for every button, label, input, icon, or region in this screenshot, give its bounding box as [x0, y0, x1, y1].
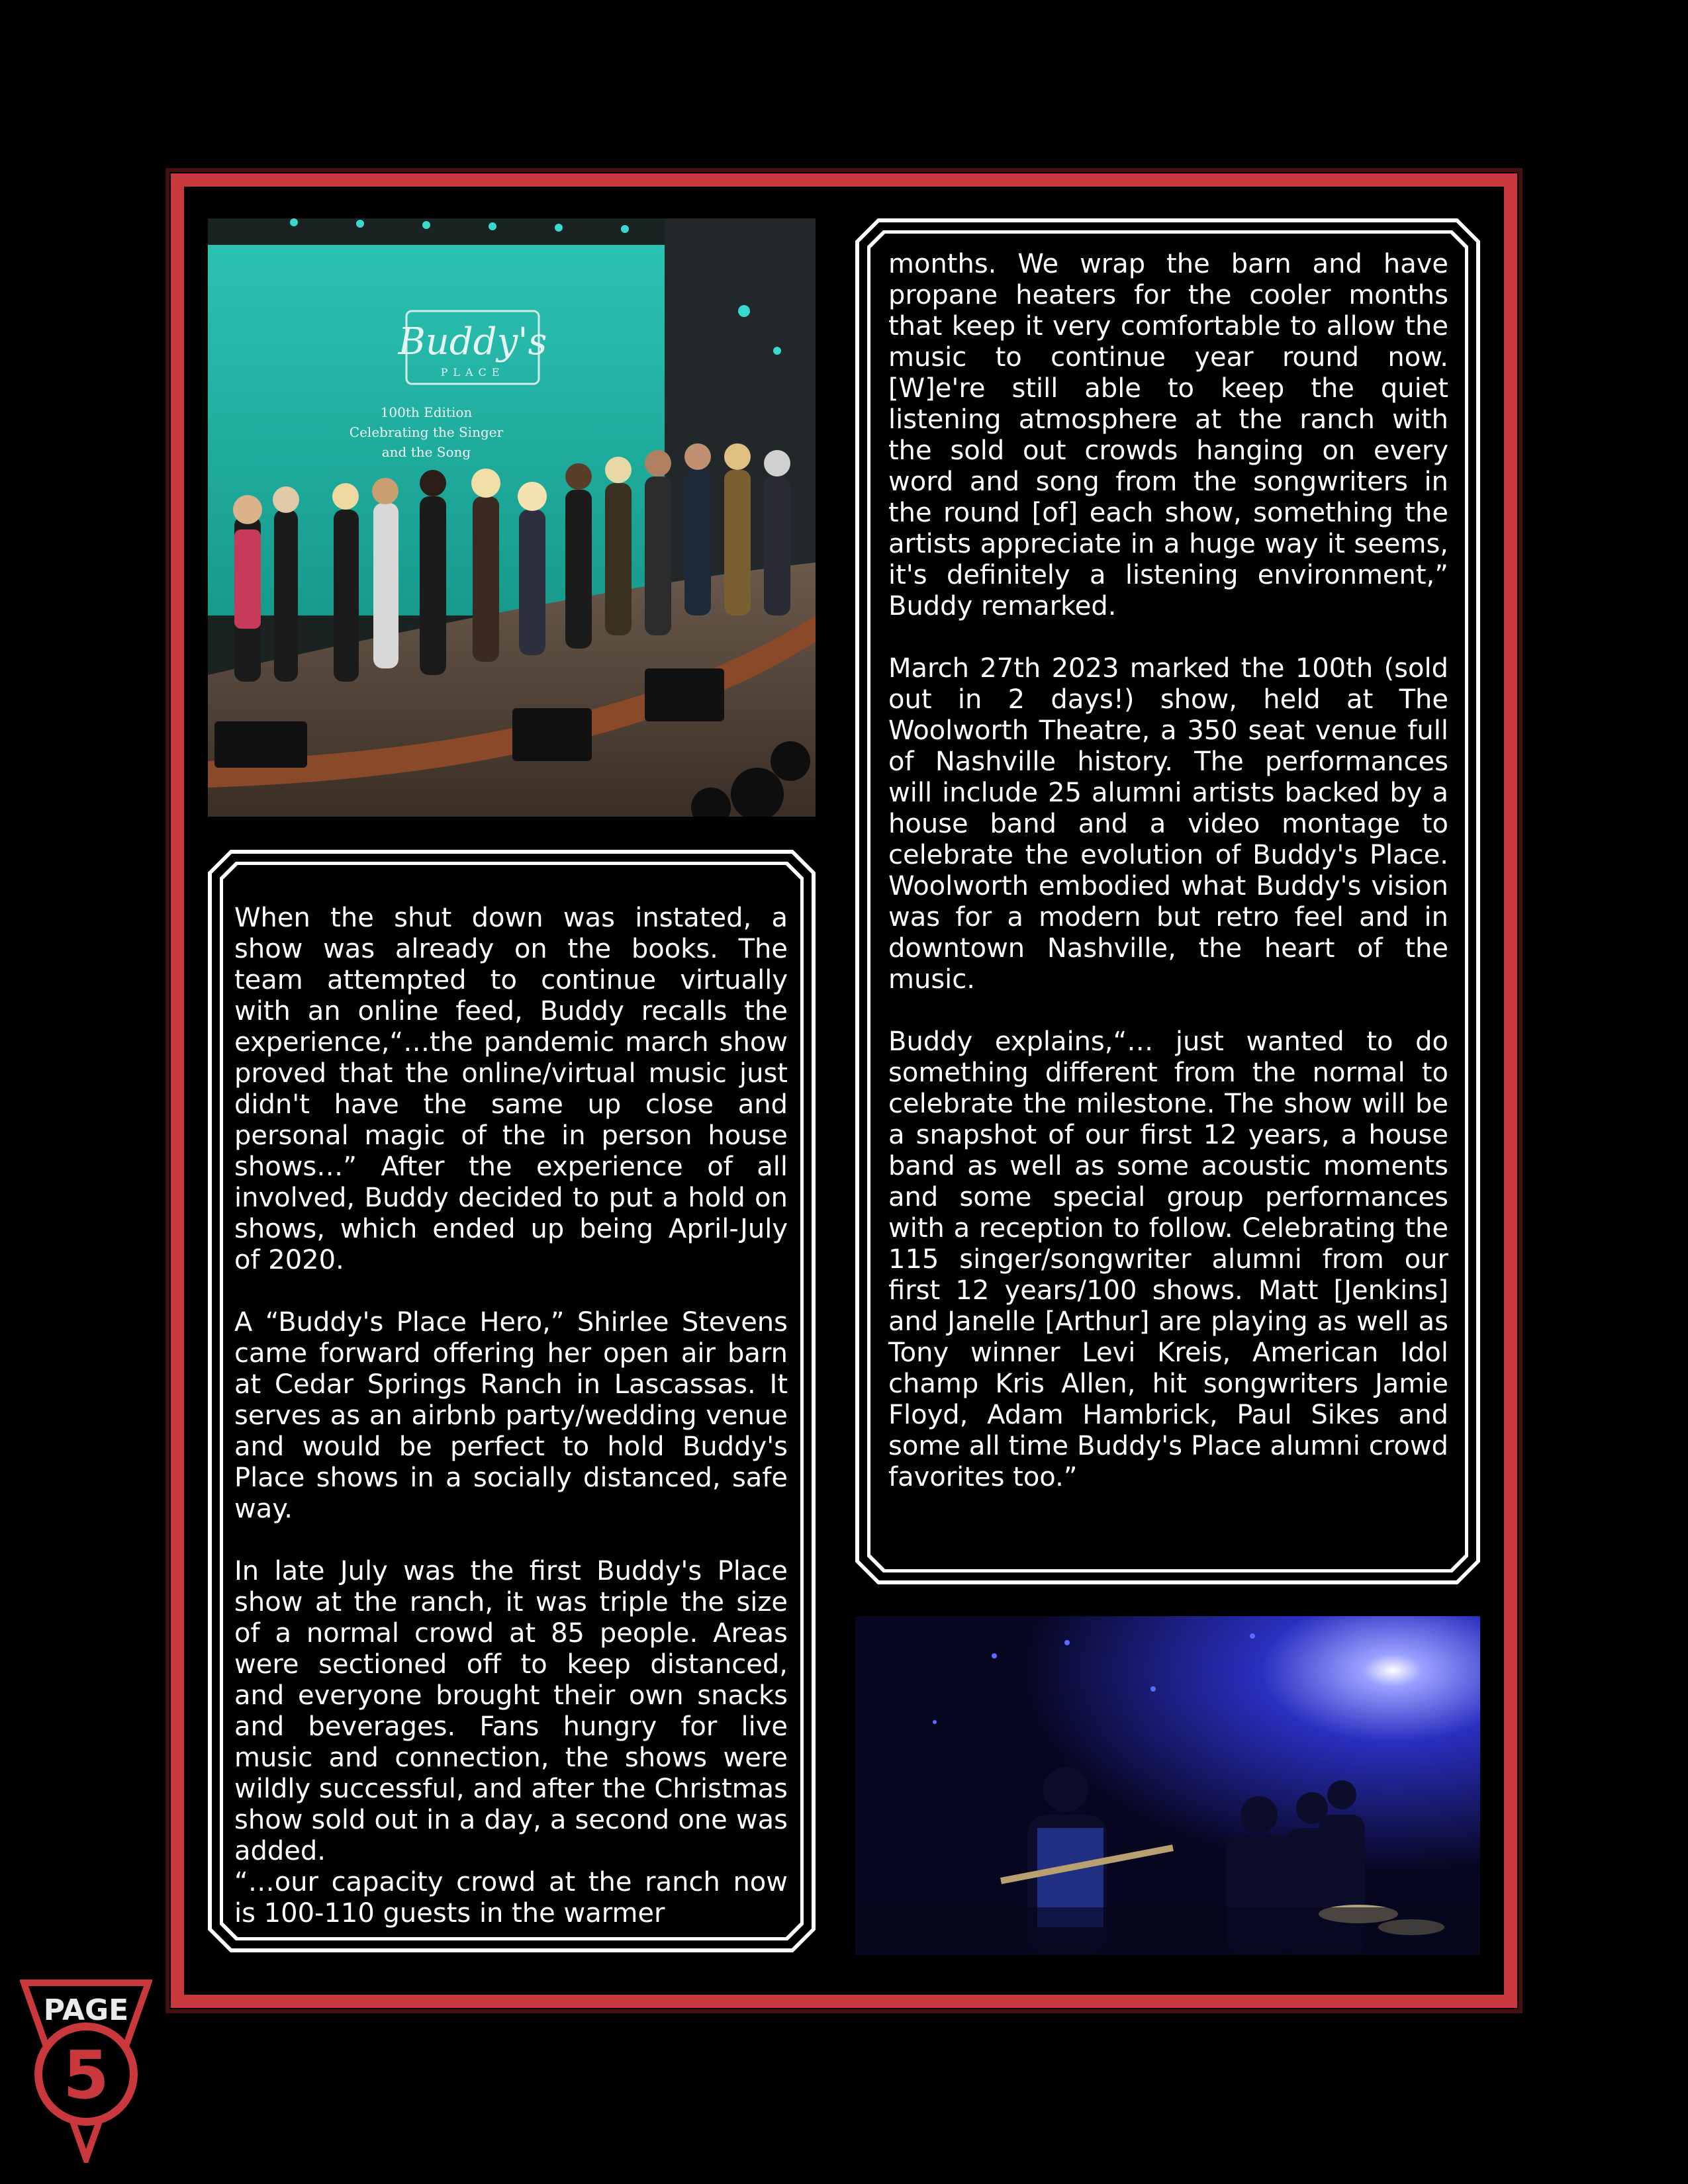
right-paragraph-3: Buddy explains,“… just wanted to do something different from the normal to celebrate the milestone. The show will be a snapshot of our first 12 years, a house band as well as some acoustic moments and some special group performances with a reception to follow. Celebrating the 115 singer/songwriter alumni from our first 12 years/100 shows. Matt [Jenkins] and Janelle [Arthur] are playing as well as Tony winner Levi Kreis, American Idol champ Kris Allen, hit songwriters Jamie Floyd, Adam Hambrick, Paul Sikes and some all time Buddy's Place alumni crowd favorites too.”: [888, 1026, 1448, 1492]
page-label: PAGE: [43, 1993, 129, 2027]
page-number-badge: [20, 1979, 152, 2163]
right-paragraph-1: months. We wrap the barn and have propane heaters for the cooler months that keep it very comfortable to allow the music to continue year round now. [W]e're still able to keep the quiet listening atmosphere at the ranch with the sold out crowds hanging on every word and song from the songwriters in the round [of] each show, something the artists appreciate in a huge way it seems, it's definitely a listening environment,” Buddy remarked.: [888, 249, 1448, 621]
left-paragraph-1: When the shut down was instated, a show was already on the books. The team attempted to continue virtually with an online feed, Buddy recalls the experience,“…the pandemic march show proved that the online/virtual music just didn't have the same up close and personal magic of the in person house shows…” After the experience of all involved, Buddy decided to put a hold on shows, which ended up being April-July of 2020.: [234, 903, 788, 1275]
screen-logo: Buddy's: [398, 320, 547, 363]
stage-group-photo: [208, 218, 816, 817]
screen-logo-sub: PLACE: [440, 366, 505, 379]
left-article-text: [234, 903, 788, 1929]
screen-line-3: and the Song: [381, 444, 471, 460]
page-number: 5: [63, 2036, 109, 2114]
right-article-text: [888, 249, 1448, 1493]
right-paragraph-2: March 27th 2023 marked the 100th (sold out in 2 days!) show, held at The Woolworth Theatre, a 350 seat venue full of Nashville history. The performances will include 25 alumni artists backed by a house band and a video montage to celebrate the evolution of Buddy's Place. Woolworth embodied what Buddy's vision was for a modern but retro feel and in downtown Nashville, the heart of the music.: [888, 653, 1448, 995]
band-performance-photo: [855, 1616, 1480, 1955]
left-paragraph-3: In late July was the first Buddy's Place show at the ranch, it was triple the size of a normal crowd at 85 people. Areas were sectioned off to keep distanced, and everyone brought their own snacks and beverages. Fans hungry for live music and connection, the shows were wildly successful, and after the Christmas show sold out in a day, a second one was added. “…our capacity crowd at the ranch now is 100-110 guests in the warmer: [234, 1556, 788, 1929]
screen-line-1: 100th Edition: [380, 404, 473, 420]
left-paragraph-2: A “Buddy's Place Hero,” Shirlee Stevens came forward offering her open air barn at Cedar Springs Ranch in Lascassas. It serves as an airbnb party/wedding venue and would be perfect to hold Buddy's Place shows in a socially distanced, safe way.: [234, 1307, 788, 1524]
screen-line-2: Celebrating the Singer: [349, 424, 504, 440]
